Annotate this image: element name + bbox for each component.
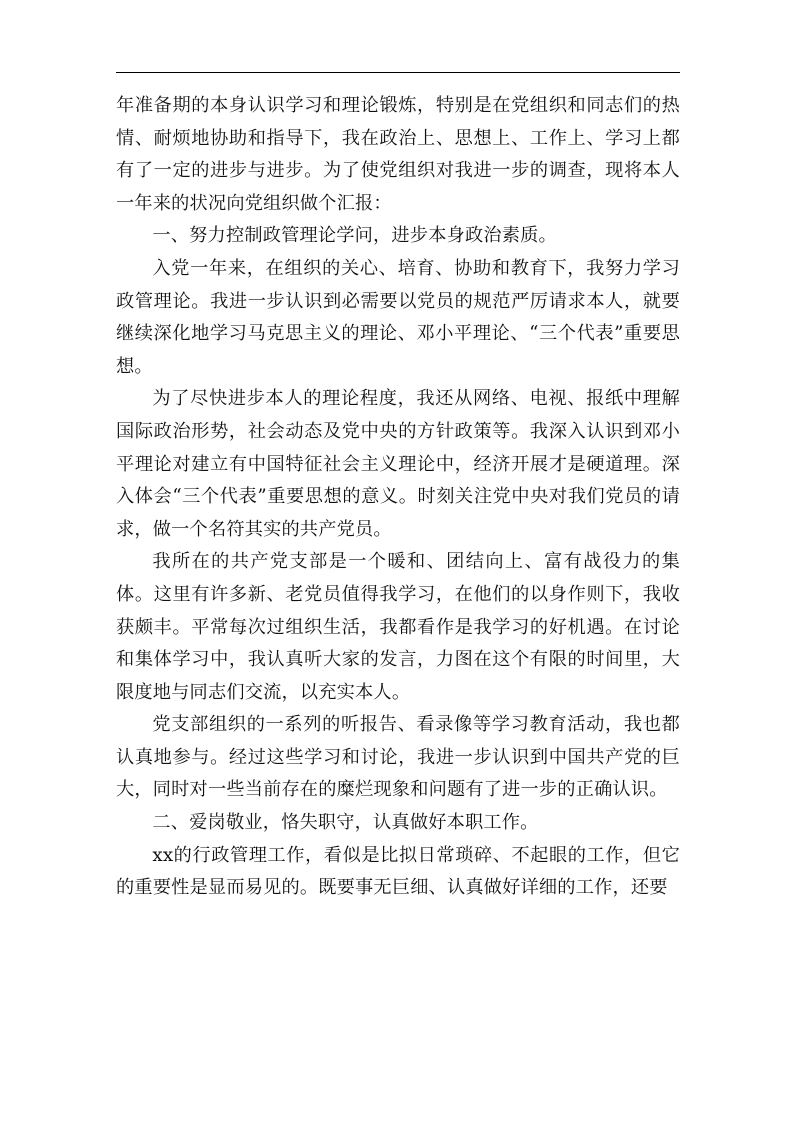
document-body — [116, 90, 680, 905]
paragraph: 我所在的共产党支部是一个暖和、团结向上、富有战役力的集体。这里有许多新、老党员值得我学习，在他们的以身作则下，我收获颇丰。平常每次过组织生活，我都看作是我学习的好机遇。在讨论和集体学习中，我认真听大家的发言，力图在这个有限的时间里，大限度地与同志们交流，以充实本人。 — [116, 551, 680, 703]
paragraph: 党支部组织的一系列的听报告、看录像等学习教育活动，我也都认真地参与。经过这些学习和讨论，我进一步认识到中国共产党的巨大，同时对一些当前存在的糜烂现象和问题有了进一步的正确认识。 — [116, 714, 680, 801]
paragraph: 入党一年来，在组织的关心、培育、协助和教育下，我努力学习政管理论。我进一步认识到必需要以党员的规范严厉请求本人，就要继续深化地学习马克思主义的理论、邓小平理论、“三个代表”重要思想。 — [116, 257, 680, 377]
header-rule — [116, 72, 680, 73]
section-heading: 一、努力控制政管理论学问，进步本身政治素质。 — [152, 225, 557, 247]
paragraph: xx的行政管理工作，看似是比拟日常琐碎、不起眼的工作，但它的重要性是显而易见的。既要事无巨细、认真做好详细的工作，还要 — [116, 844, 680, 899]
paragraph: 年准备期的本身认识学习和理论锻炼，特别是在党组织和同志们的热情、耐烦地协助和指导下，我在政治上、思想上、工作上、学习上都有了一定的进步与进步。为了使党组织对我进一步的调查，现将本人一年来的状况向党组织做个汇报： — [116, 95, 680, 214]
paragraph: 为了尽快进步本人的理论程度，我还从网络、电视、报纸中理解国际政治形势，社会动态及党中央的方针政策等。我深入认识到邓小平理论对建立有中国特征社会主义理论中，经济开展才是硬道理。深入体会“三个代表”重要思想的意义。时刻关注党中央对我们党员的请求，做一个名符其实的共产党员。 — [116, 388, 680, 540]
section-heading: 二、爱岗敬业，恪失职守，认真做好本职工作。 — [152, 812, 539, 834]
